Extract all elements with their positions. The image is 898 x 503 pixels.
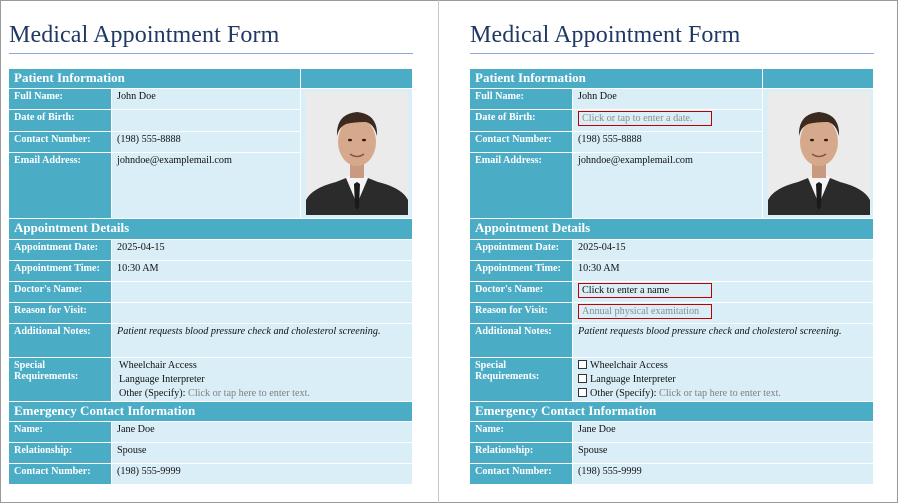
photo-cell bbox=[301, 89, 413, 219]
other-placeholder[interactable]: Click or tap here to enter text. bbox=[659, 388, 781, 399]
form-title: Medical Appointment Form bbox=[470, 22, 741, 48]
doctor-name-field[interactable]: Click to enter a name bbox=[578, 283, 712, 298]
option-wheelchair[interactable]: Wheelchair Access bbox=[119, 360, 197, 371]
label-appointment-date: Appointment Date: bbox=[470, 240, 573, 261]
checkbox-icon[interactable] bbox=[578, 388, 587, 397]
reason-cell bbox=[573, 303, 874, 324]
value-contact-number[interactable]: (198) 555-8888 bbox=[573, 132, 763, 153]
value-email[interactable]: johndoe@examplemail.com bbox=[112, 153, 301, 219]
label-doctor: Doctor's Name: bbox=[9, 282, 112, 303]
label-ec-name: Name: bbox=[9, 422, 112, 443]
value-contact-number[interactable]: (198) 555-8888 bbox=[112, 132, 301, 153]
value-ec-contact[interactable]: (198) 555-9999 bbox=[112, 464, 413, 485]
section-header-blank bbox=[763, 69, 874, 89]
form-table bbox=[9, 69, 413, 485]
value-dob[interactable] bbox=[112, 110, 301, 131]
option-wheelchair[interactable]: Wheelchair Access bbox=[578, 359, 868, 373]
label-relationship: Relationship: bbox=[9, 443, 112, 464]
form-table bbox=[470, 69, 874, 485]
value-appointment-time[interactable]: 10:30 AM bbox=[112, 261, 413, 282]
value-ec-name[interactable]: Jane Doe bbox=[573, 422, 874, 443]
value-relationship[interactable]: Spouse bbox=[573, 443, 874, 464]
value-ec-contact[interactable]: (198) 555-9999 bbox=[573, 464, 874, 485]
section-header-emergency: Emergency Contact Information bbox=[470, 402, 874, 422]
section-header-appointment: Appointment Details bbox=[9, 219, 413, 240]
section-header-patient: Patient Information bbox=[470, 69, 763, 89]
value-ec-name[interactable]: Jane Doe bbox=[112, 422, 413, 443]
reason-field[interactable]: Annual physical examitation bbox=[578, 304, 712, 319]
label-special-requirements: Special Requirements: bbox=[9, 358, 112, 402]
value-doctor[interactable] bbox=[112, 282, 413, 303]
section-header-appointment: Appointment Details bbox=[470, 219, 874, 240]
label-notes: Additional Notes: bbox=[9, 324, 112, 358]
label-email: Email Address: bbox=[470, 153, 573, 219]
value-appointment-date[interactable]: 2025-04-15 bbox=[112, 240, 413, 261]
title-rule bbox=[9, 53, 413, 54]
value-full-name[interactable]: John Doe bbox=[573, 89, 763, 110]
label-ec-name: Name: bbox=[470, 422, 573, 443]
option-other[interactable] bbox=[578, 387, 868, 401]
other-placeholder[interactable]: Click or tap here to enter text. bbox=[188, 388, 310, 399]
value-appointment-date[interactable]: 2025-04-15 bbox=[573, 240, 874, 261]
label-appointment-time: Appointment Time: bbox=[9, 261, 112, 282]
special-requirements-list bbox=[112, 358, 413, 402]
label-contact-number: Contact Number: bbox=[9, 132, 112, 153]
title-rule bbox=[470, 53, 874, 54]
section-header-patient: Patient Information bbox=[9, 69, 301, 89]
section-header-blank bbox=[301, 69, 413, 89]
value-full-name[interactable]: John Doe bbox=[112, 89, 301, 110]
label-contact-number: Contact Number: bbox=[470, 132, 573, 153]
doctor-cell bbox=[573, 282, 874, 303]
label-dob: Date of Birth: bbox=[9, 110, 112, 131]
option-other-label: Other (Specify): bbox=[119, 388, 186, 399]
label-email: Email Address: bbox=[9, 153, 112, 219]
label-doctor: Doctor's Name: bbox=[470, 282, 573, 303]
value-reason[interactable] bbox=[112, 303, 413, 324]
label-appointment-date: Appointment Date: bbox=[9, 240, 112, 261]
checkbox-icon[interactable] bbox=[578, 374, 587, 383]
value-appointment-time[interactable]: 10:30 AM bbox=[573, 261, 874, 282]
value-notes[interactable]: Patient requests blood pressure check and cholesterol screening. bbox=[112, 324, 413, 358]
label-special-requirements: Special Requirements: bbox=[470, 358, 573, 402]
option-other-label: Other (Specify): bbox=[590, 388, 657, 399]
dob-date-picker[interactable]: Click or tap to enter a date. bbox=[578, 111, 712, 126]
label-notes: Additional Notes: bbox=[470, 324, 573, 358]
label-dob: Date of Birth: bbox=[470, 110, 573, 131]
value-email[interactable]: johndoe@examplemail.com bbox=[573, 153, 763, 219]
label-full-name: Full Name: bbox=[470, 89, 573, 110]
label-reason: Reason for Visit: bbox=[9, 303, 112, 324]
label-ec-contact: Contact Number: bbox=[9, 464, 112, 485]
option-other[interactable] bbox=[117, 387, 407, 401]
form-title: Medical Appointment Form bbox=[9, 22, 280, 48]
patient-photo-icon bbox=[306, 92, 408, 215]
patient-photo-icon bbox=[768, 92, 870, 215]
value-relationship[interactable]: Spouse bbox=[112, 443, 413, 464]
label-reason: Reason for Visit: bbox=[470, 303, 573, 324]
dob-cell bbox=[573, 110, 763, 131]
label-relationship: Relationship: bbox=[470, 443, 573, 464]
option-interpreter[interactable]: Language Interpreter bbox=[119, 374, 205, 385]
section-header-emergency: Emergency Contact Information bbox=[9, 402, 413, 422]
special-requirements-list bbox=[573, 358, 874, 402]
label-full-name: Full Name: bbox=[9, 89, 112, 110]
page-divider bbox=[438, 0, 439, 503]
option-interpreter[interactable]: Language Interpreter bbox=[578, 373, 868, 387]
photo-cell bbox=[763, 89, 874, 219]
checkbox-icon[interactable] bbox=[578, 360, 587, 369]
label-appointment-time: Appointment Time: bbox=[470, 261, 573, 282]
label-ec-contact: Contact Number: bbox=[470, 464, 573, 485]
value-notes[interactable]: Patient requests blood pressure check and cholesterol screening. bbox=[573, 324, 874, 358]
